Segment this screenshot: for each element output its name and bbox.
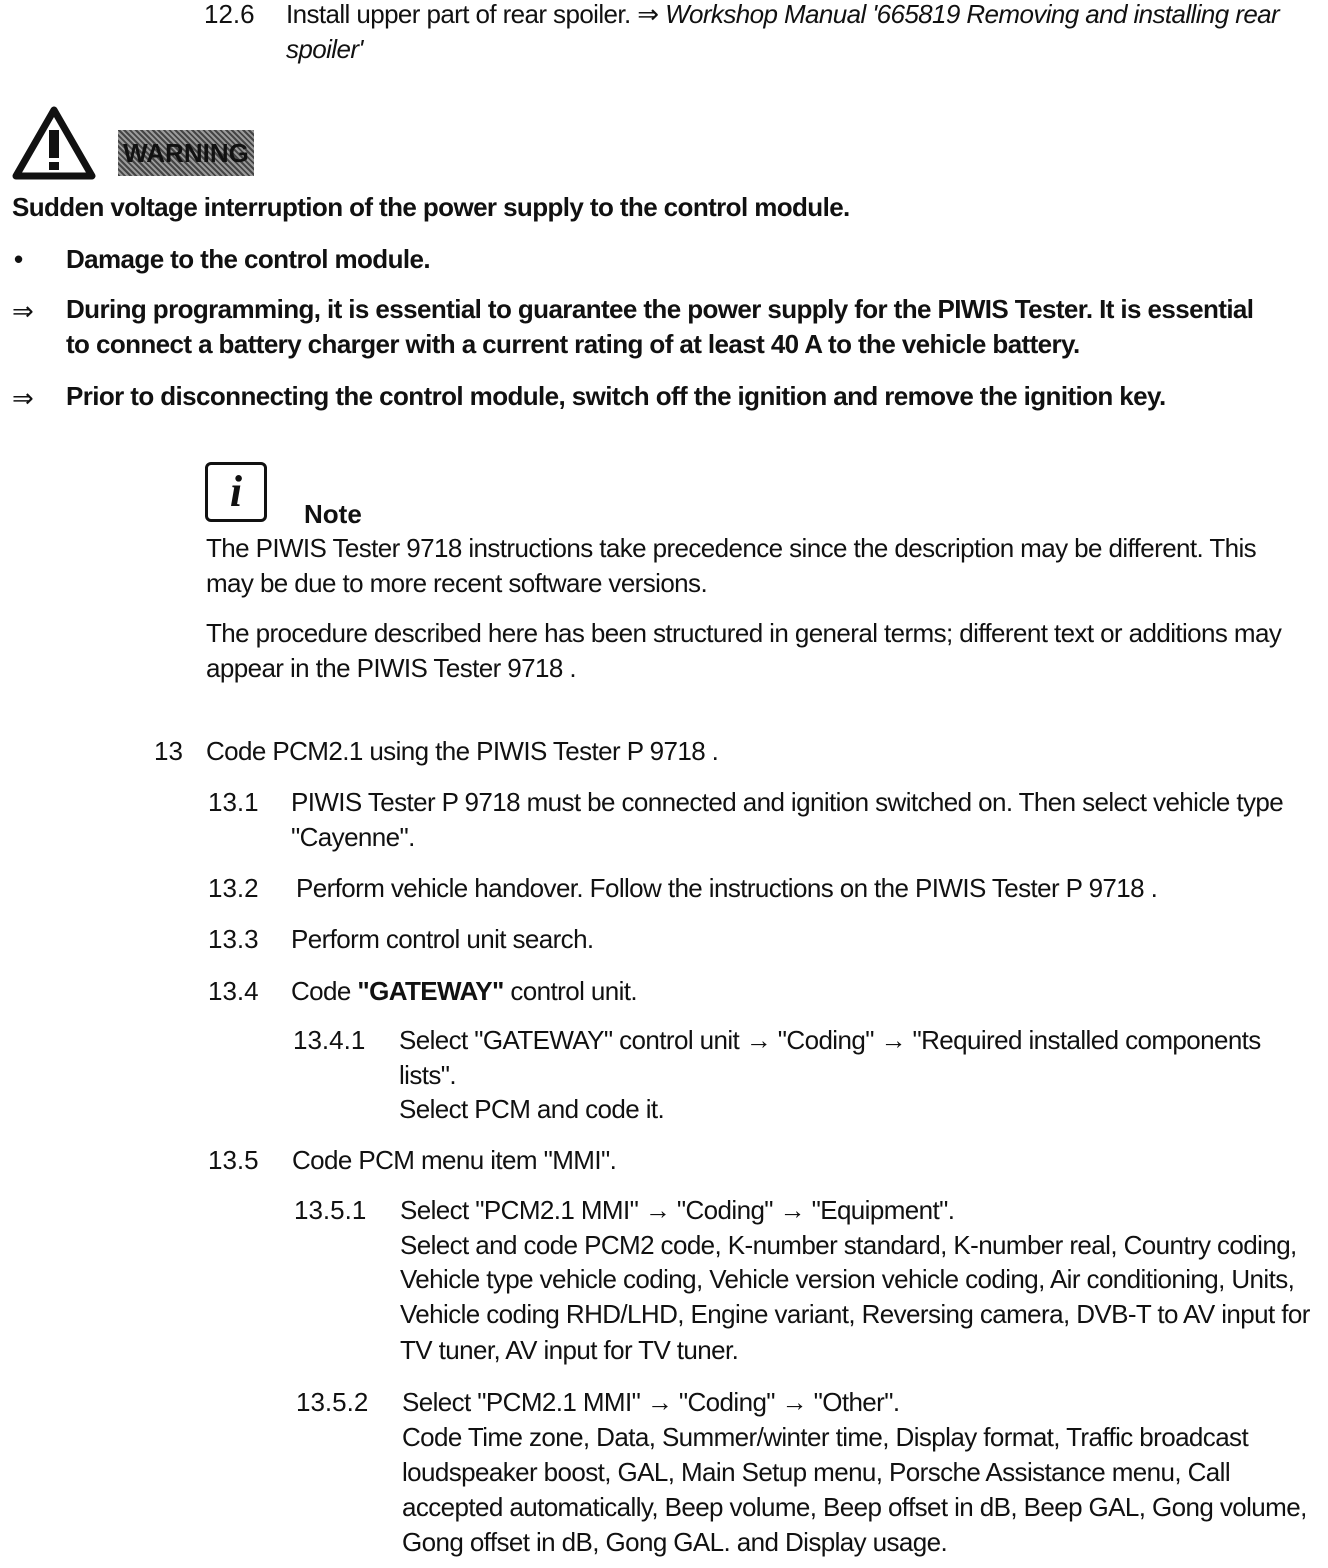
step-number: 13.2 [208, 873, 259, 903]
step-text-prefix: Code [291, 976, 358, 1006]
note-paragraph-2-line-2: appear in the PIWIS Tester 9718 . [206, 653, 576, 683]
arrow-icon: ⇒ [12, 296, 34, 326]
step-number: 13.4 [208, 976, 259, 1006]
step-text: Code PCM menu item "MMI". [292, 1145, 617, 1175]
workshop-manual-link[interactable]: Workshop Manual '665819 Removing and installing rear [665, 0, 1280, 29]
workshop-manual-link-cont[interactable]: spoiler' [286, 34, 363, 64]
step-number: 13.5 [208, 1145, 259, 1175]
step-text-line-3: loudspeaker boost, GAL, Main Setup menu, Porsche Assistance menu, Call [402, 1457, 1231, 1487]
step-text-line-3: Vehicle type vehicle coding, Vehicle version vehicle coding, Air conditioning, Units, [400, 1264, 1295, 1294]
step-number: 13.1 [208, 787, 259, 817]
step-number: 13.4.1 [293, 1025, 366, 1055]
info-icon-letter: i [229, 467, 243, 516]
warning-action-1-line-1: During programming, it is essential to guarantee the power supply for the PIWIS Tester. It is essential [66, 294, 1254, 324]
note-title: Note [304, 499, 362, 529]
step-text-line-4: accepted automatically, Beep volume, Beep offset in dB, Beep GAL, Gong volume, [402, 1492, 1307, 1522]
warning-consequence: Damage to the control module. [66, 244, 430, 274]
step-text-line-2: Select and code PCM2 code, K-number standard, K-number real, Country coding, [400, 1230, 1297, 1260]
step-text-line-1: Select "PCM2.1 MMI" → "Coding" → "Equipment". [400, 1195, 955, 1225]
note-paragraph-1-line-2: may be due to more recent software versions. [206, 568, 708, 598]
step-text-line-2: "Cayenne". [291, 822, 415, 852]
arrow-icon: ⇒ [12, 383, 34, 413]
gateway-label: "GATEWAY" [357, 976, 504, 1006]
step-text [286, 0, 1279, 32]
note-paragraph-2-line-1: The procedure described here has been structured in general terms; different text or additions may [206, 618, 1282, 648]
step-text: Code PCM2.1 using the PIWIS Tester P 9718 . [206, 736, 719, 766]
step-text-suffix: control unit. [503, 976, 638, 1006]
step-text [291, 974, 637, 1009]
info-icon [205, 462, 267, 522]
step-text-line-4: Vehicle coding RHD/LHD, Engine variant, Reversing camera, DVB-T to AV input for [400, 1299, 1310, 1329]
warning-action-1-line-2: to connect a battery charger with a current rating of at least 40 A to the vehicle battery. [66, 329, 1080, 359]
step-text-line-5: Gong offset in dB, Gong GAL. and Display usage. [402, 1527, 948, 1557]
step-text-line-5: TV tuner, AV input for TV tuner. [400, 1335, 739, 1365]
step-text-line-1: PIWIS Tester P 9718 must be connected and ignition switched on. Then select vehicle type [291, 787, 1284, 817]
step-text: Perform control unit search. [291, 924, 594, 954]
step-number: 12.6 [204, 0, 255, 29]
reference-arrow: ⇒ [637, 0, 659, 29]
step-text-line-2: lists". [399, 1060, 457, 1090]
warning-heading: Sudden voltage interruption of the power supply to the control module. [12, 192, 850, 222]
step-text-line-1: Select "PCM2.1 MMI" → "Coding" → "Other". [402, 1387, 900, 1417]
step-text-line-3: Select PCM and code it. [399, 1094, 665, 1124]
note-paragraph-1-line-1: The PIWIS Tester 9718 instructions take precedence since the description may be different. This [206, 533, 1257, 563]
step-number: 13 [154, 736, 183, 766]
warning-badge: WARNING [118, 130, 254, 176]
bullet-icon: • [14, 244, 24, 274]
step-number: 13.3 [208, 924, 259, 954]
step-text-line-2: Code Time zone, Data, Summer/winter time, Display format, Traffic broadcast [402, 1422, 1249, 1452]
step-number: 13.5.1 [294, 1195, 367, 1225]
warning-triangle-icon [12, 106, 96, 180]
step-text: Perform vehicle handover. Follow the instructions on the PIWIS Tester P 9718 . [296, 873, 1158, 903]
step-number: 13.5.2 [296, 1387, 369, 1417]
step-12-6-text: Install upper part of rear spoiler. [286, 0, 631, 29]
warning-action-2: Prior to disconnecting the control module, switch off the ignition and remove the ignition key. [66, 381, 1166, 411]
step-text-line-1: Select "GATEWAY" control unit → "Coding" → "Required installed components [399, 1025, 1261, 1055]
